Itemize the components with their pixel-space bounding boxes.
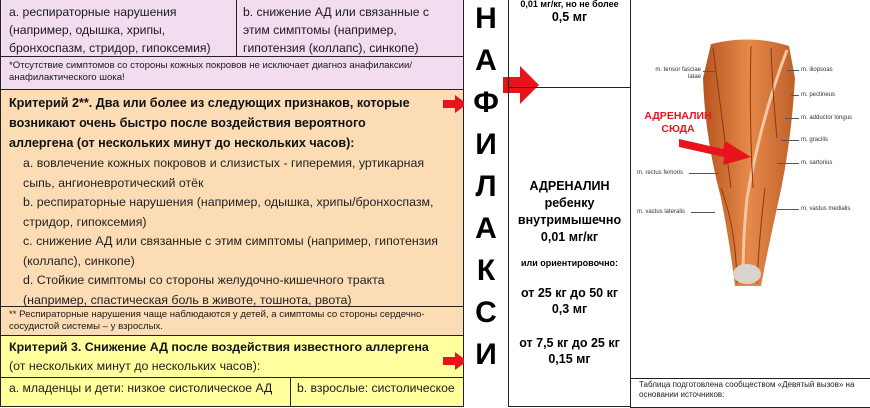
injection-callout-line-2: СЮДА [661,123,695,135]
dosage-range-1: от 25 кг до 50 кг [520,286,619,300]
footnote-2 [0,306,464,336]
vertical-letter: А [475,212,497,245]
leader-line [787,70,799,71]
vertical-letter: А [475,44,497,77]
criterion-3-heading-bold: Критерий 3. Снижение АД после воздействия известного аллергена [9,340,429,354]
label-rectus-femoris: m. rectus femoris [637,170,684,176]
anatomy-cell [630,0,870,379]
dosage-title-line-3: внутримышечно [517,213,622,227]
dosage-title-line-1: АДРЕНАЛИН [529,179,610,193]
dosage-top-line-1: 0,01 мг/кг, но не более [520,0,619,9]
label-adductor-longus: m. adductor longus [801,115,853,121]
injection-arrow-icon [679,137,751,167]
label-tensor-fasciae-latae: m. tensor fasciae latae [655,67,701,80]
injection-callout-line-1: АДРЕНАЛИН [644,110,712,122]
leader-line [785,118,799,119]
criterion-2-item-a: a. вовлечение кожных покровов и слизистых - гиперемия, уртикарная сыпь, ангионевротический отёк [23,156,425,190]
label-vastus-lateralis: m. vastus lateralis [637,209,686,215]
criterion-2-block [0,89,464,307]
criterion-3-cell-a-text: a. младенцы и дети: низкое систолическое АД [9,381,273,395]
top-row-cell-a [0,0,237,57]
top-row-cell-a-text: a. респираторные нарушения (например, одышка, хрипы, бронхоспазм, стридор, гипоксемия) [9,5,211,55]
leader-line [689,173,719,174]
leader-line [777,163,799,164]
criterion-3-cell-b [290,377,464,407]
label-vastus-medialis: m. vastus medialis [801,206,851,212]
dosage-top-line-2: 0,5 мг [551,10,588,24]
leader-line [777,209,799,210]
dosage-or-label: или ориентировочно: [520,258,619,268]
label-sartorius: m. sartorius [801,160,833,166]
dosage-dose-2: 0,15 мг [548,352,591,366]
criterion-3-cell-a [0,377,291,407]
dosage-dose-1: 0,3 мг [551,302,588,316]
vertical-letter: И [475,128,497,161]
dosage-main-cell [508,87,631,407]
anatomy-footer-cell [630,378,870,408]
vertical-letter: И [475,338,497,371]
footnote-1-text: *Отсутствие симптомов со стороны кожных покровов не исключает диагноз анафилаксии/анафилактического шока! [9,60,412,83]
dosage-top-cell [508,0,631,88]
label-iliopsoas: m. iliopsoas [801,67,833,73]
criterion-2-item-c: c. снижение АД или связанные с этим симптомы (например, гипотензия (коллапс), синкопе) [23,234,438,268]
leader-line [791,95,799,96]
footnote-2-text: ** Респираторные нарушения чаще наблюдаются у детей, а симптомы со стороны сердечно-сосудистой системы – у взрослых. [9,309,425,332]
top-row-cell-b [236,0,464,57]
anatomy-footer-text: Таблица подготовлена сообществом «Девятый вызов» на основании источников: [639,380,855,399]
criterion-3-block [0,335,464,378]
vertical-letter: С [475,296,497,329]
label-gracilis: m. gracilis [801,137,829,143]
top-row-cell-b-text: b. снижение АД или связанные с этим симптомы (например, гипотензия (коллапс), синкопе) [243,5,429,55]
leader-line [781,140,799,141]
leader-line [691,212,715,213]
dosage-title-line-4: 0,01 мг/кг [540,230,599,244]
criterion-2-item-b: b. респираторные нарушения (например, одышка, хрипы/бронхоспазм, стридор, гипоксемия) [23,195,434,229]
vertical-word-column [464,0,508,400]
vertical-letter: Л [475,170,497,203]
criterion-3-cell-b-text: b. взрослые: систолическое [297,381,455,395]
vertical-letter: Н [475,2,497,35]
dosage-range-2: от 7,5 кг до 25 кг [519,336,620,350]
vertical-letter: Ф [473,86,499,119]
criterion-3-heading [1,336,463,376]
criterion-2-heading: Критерий 2**. Два или более из следующих признаков, которые возникают очень быстро после воздействия вероятного аллергена (от нескольких минут до нескольких часов): [9,96,410,150]
label-pectineus: m. pectineus [801,92,836,98]
criterion-2-item-d: d. Стойкие симптомы со стороны желудочно-кишечного тракта (например, спастическая боль в животе, тошнота, рвота) [23,273,385,307]
leader-line [703,71,715,72]
footnote-1 [0,56,464,90]
vertical-letter: К [476,254,496,287]
dosage-title-line-2: ребенку [544,196,595,210]
criterion-3-heading-rest: (от нескольких минут до нескольких часов): [9,359,261,373]
